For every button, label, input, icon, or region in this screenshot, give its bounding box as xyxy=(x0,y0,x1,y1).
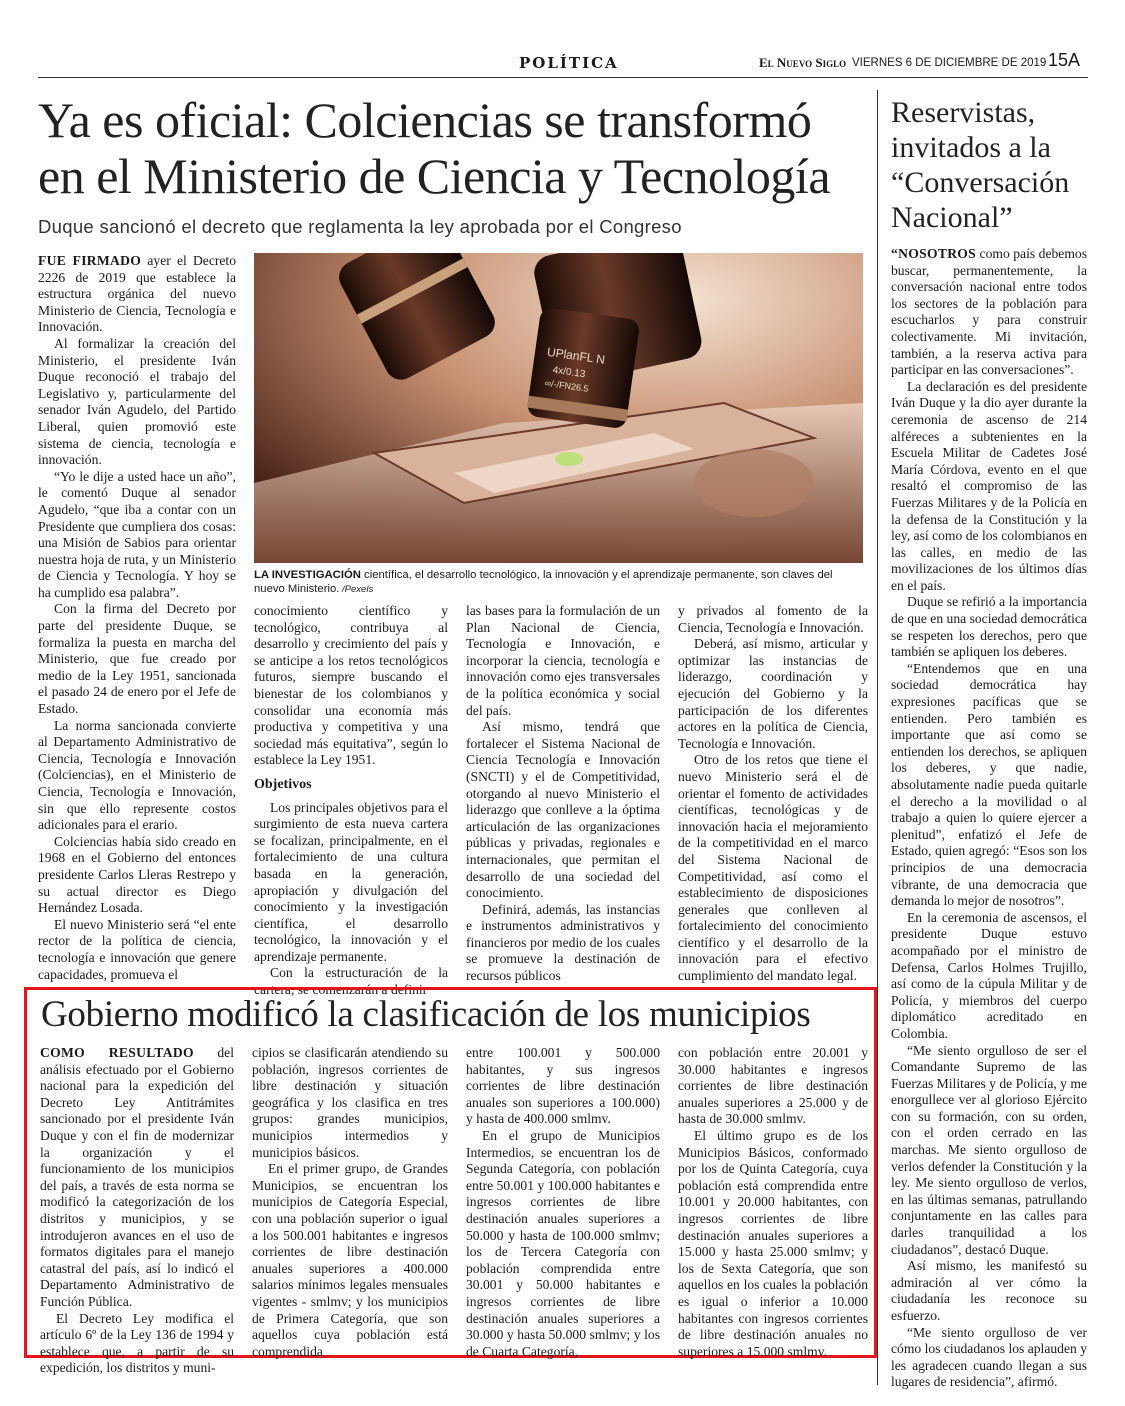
bottom-headline: Gobierno modificó la clasificación de los municipios xyxy=(41,994,811,1035)
main-headline: Ya es oficial: Colciencias se transformó en el Ministerio de Ciencia y Tecnología xyxy=(38,92,831,204)
main-article-column-4: y privados al fomento de la Ciencia, Tecnología e Innovación. Deberá, así mismo, articular y optimizar las instancias de liderazgo, coordinación y ejecución del Gobierno y la participación de los diferentes actores en la política de Ciencia, Tecnología e Innovación. Otro de los retos que tiene el nuevo Ministerio será el de orientar el fomento de actividades científicas, tecnológicas y de innovación hacia el mejoramiento de la competitividad en el marco del Sistema Nacional de Competitividad, así como el establecimiento de disposiciones generales que conlleven al fortalecimiento del conocimiento científico y el desarrollo de la innovación para el efectivo cumplimiento del mandato legal. xyxy=(678,603,868,984)
photo-credit: /Pexels xyxy=(339,584,374,595)
lens-label-2: 4x/0.13 xyxy=(551,364,586,381)
side-column-divider xyxy=(877,90,878,1385)
main-deck: Duque sancionó el decreto que reglamenta la ley aprobada por el Congreso xyxy=(38,216,682,237)
side-article-body: “NOSOTROS como país debemos buscar, permanentemente, la conversación nacional entre todos los sectores de la población para escucharlos y para construir colectivamente. Mi invitación, también, a la reserva activa para participar en las conversaciones”. La declaración es del presidente Iván Duque y la dio ayer durante la ceremonia de ascenso de 214 alféreces a subtenientes en la Escuela Militar de Cadetes José María Córdova, evento en el que resaltó el compromiso de las Fuerzas Militares y de la Policía en la defensa de la Constitución y la ley, así como de los colombianos en las calles, en medio de las movilizaciones de los últimos días en el país. Duque se refirió a la importancia de que en una sociedad democrática se respeten los derechos, pero que también se apliquen los deberes. “Entendemos que en una sociedad democrática hay expresiones pacíficas que se entienden. Pero también es importante que así como se entienden los derechos, se apliquen los deberes, y que nadie, absolutamente nadie pueda quitarle el derecho a la movilidad o al trabajo a quien lo quiere ejercer a plenitud”, enfatizó el Jefe de Estado, quien agregó: “Esos son los principios de una democracia vibrante, de una democracia que demanda lo mejor de nosotros”. En la ceremonia de ascensos, el presidente Duque estuvo acompañado por el ministro de Defensa, Carlos Holmes Trujillo, así como de la cúpula Militar y de Policía, y miembros del cuerpo diplomático acreditado en Colombia. “Me siento orgulloso de ser el Comandante Supremo de las Fuerzas Militares y de Policía, y me enorgullece ver al glorioso Ejército con su formación, con su orden, con el orden cerrado en las marchas. Me siento orgulloso de verlos defender la Constitución y la ley. Me siento orgulloso de verlos, en las últimas semanas, patrullando conjuntamente en las calles para darles tranquilidad a los ciudadanos”, destacó Duque. Así mismo, les manifestó su admiración al ver cómo la ciudadanía les reconoce su esfuerzo. “Me siento orgulloso de ver cómo los ciudadanos los aplauden y les agradecen cuando llegan a sus lugares de residencia”, afirmó. xyxy=(891,246,1087,1390)
main-article-column-2: conocimiento científico y tecnológico, contribuya al desarrollo y crecimiento del país y se anticipe a los retos tecnológicos futuros, siempre buscando el bienestar de los colombianos y consolidar una economía más productiva y competitiva y una sociedad más equitativa”, según lo establece la Ley 1951. Objetivos Los principales objetivos para el surgimiento de esta nueva cartera se focalizan, principalmente, en el fortalecimiento de una cultura basada en la generación, apropiación y divulgación del conocimiento y la investigación científica, el desarrollo tecnológico, la innovación y el aprendizaje permanente. Con la estructuración de la cartera, se comenzarán a definir xyxy=(254,603,448,998)
main-article-column-1: FUE FIRMADO ayer el Decreto 2226 de 2019 que establece la estructura orgánica del nuevo Ministerio de Ciencia, Tecnología e Innovación. Al formalizar la creación del Ministerio, el presidente Iván Duque reconoció el trabajo del Legislativo y, particularmente del senador Iván Agudelo, del Partido Liberal, quien promovió este sistema de ciencia, tecnología e innovación. “Yo le dije a usted hace un año”, le comentó Duque al senador Agudelo, “que iba a contar con un Presidente que cumpliera dos cosas: una Misión de Sabios para orientar nuestra hoja de ruta, y un Ministerio de Ciencia y Tecnología. Y hoy se ha cumplido esa palabra”. Con la firma del Decreto por parte del presidente Duque, se formaliza la puesta en marcha del Ministerio, que fue creado por medio de la Ley 1951, sancionada el pasado 24 de enero por el Jefe de Estado. La norma sancionada convierte al Departamento Administrativo de Ciencia, Tecnología e Innovación (Colciencias), en el Ministerio de Ciencia, Tecnología e Innovación, sin que ello represente costos adicionales para el erario. Colciencias había sido creado en 1968 en el Gobierno del entonces presidente Carlos Lleras Restrepo y su actual director es Diego Hernández Losada. El nuevo Ministerio será “el ente rector de la política de ciencia, tecnología e innovación que genere capacidades, promueva el xyxy=(38,253,236,982)
photo-caption: LA INVESTIGACIÓN científica, el desarrollo tecnológico, la innovación y el aprendizaje permanente, son claves del nuevo Ministerio. /Pexels xyxy=(254,569,833,595)
main-article-column-3: las bases para la formulación de un Plan Nacional de Ciencia, Tecnología e Innovación, e incorporar la ciencia, tecnología e innovación como ejes transversales de la política económica y social del país. Así mismo, tendrá que fortalecer el Sistema Nacional de Ciencia Tecnología e Innovación (SNCTI) y el de Competitividad, otorgando al nuevo Ministerio el liderazgo que conlleve a la óptima articulación de las organizaciones públicas y privadas, regionales e internacionales, que permitan el desarrollo de una sociedad del conocimiento. Definirá, además, las instancias e instrumentos administrativos y financieros por medio de los cuales se promueve la destinación de recursos públicos xyxy=(466,603,660,984)
microscope-illustration xyxy=(254,253,863,563)
side-lead-in: “NOSOTROS xyxy=(891,246,977,261)
lens-label-3: ∞/-/FN26.5 xyxy=(544,377,590,394)
masthead-logo: El Nuevo Siglo xyxy=(759,55,847,70)
bottom-lead-in: COMO RESULTADO xyxy=(40,1045,194,1060)
section-subhead: Objetivos xyxy=(254,776,312,792)
microscope-photo xyxy=(254,253,863,563)
caption-lead: LA INVESTIGACIÓN xyxy=(254,569,361,581)
issue-date: VIERNES 6 DE DICIEMBRE DE 2019 xyxy=(852,57,1047,69)
header-rule xyxy=(38,77,1088,78)
side-headline: Reservistas, invitados a la “Conversación Nacional” xyxy=(891,96,1070,234)
lead-in: FUE FIRMADO xyxy=(38,253,142,268)
bottom-article-column-4: con población entre 20.001 y 30.000 habitantes e ingresos corrientes de libre destinación anuales superiores a 25.000 y de hasta de 30.000 smlmv. El último grupo es de los Municipios Básicos, conformado por los de Quinta Categoría, cuya población está comprendida entre 10.001 y 20.000 habitantes, con ingresos corrientes de libre destinación anuales superiores a 15.000 y hasta 25.000 smlmv; y los de Sexta Categoría, que son aquellos en los cuales la población es igual o inferior a 10.000 habitantes con ingresos corrientes de libre destinación anuales no superiores a 15.000 smlmv. xyxy=(678,1045,868,1359)
bottom-article-column-1: COMO RESULTADO del análisis efectuado por el Gobierno nacional para la expedición del Decreto Ley Antitrámites sancionado por el presidente Iván Duque y con el fin de modernizar la organización y el funcionamiento de los municipios del país, a través de esta norma se modificó la categorización de los distritos y municipios, y se introdujeron avances en el uso de formatos digitales para el manejo catastral del país, así lo indicó el Departamento Administrativo de Función Pública. El Decreto Ley modifica el artículo 6º de la Ley 136 de 1994 y establece que, a partir de su expedición, los distritos y muni- xyxy=(40,1045,234,1376)
page-header xyxy=(0,50,1125,80)
bottom-article-column-3: entre 100.001 y 500.000 habitantes, y sus ingresos corrientes de libre destinación anuales son superiores a 100.000) y hasta de 400.000 smlmv. En el grupo de Municipios Intermedios, se encuentran los de Segunda Categoría, con población entre 50.001 y 100.000 habitantes e ingresos corrientes de libre destinación anuales superiores a 50.000 y hasta de 100.000 smlmv; los de Tercera Categoría con población comprendida entre 30.001 y 50.000 habitantes e ingresos corrientes de libre destinación anuales superiores a 30.000 y hasta 50.000 smlmv; y los de Cuarta Categoría, xyxy=(466,1045,660,1359)
lens-label-1: UPlanFL N xyxy=(546,344,606,367)
section-label: POLÍTICA xyxy=(519,54,619,72)
bottom-article-column-2: cipios se clasificarán atendiendo su población, ingresos corrientes de libre destinación y situación geográfica y los clasifica en tres grupos: grandes municipios, municipios intermedios y municipios básicos. En el primer grupo, de Grandes Municipios, se encuentran los municipios de Categoría Especial, con una población superior o igual a los 500.001 habitantes e ingresos corrientes de libre destinación anuales superiores a 400.000 salarios mínimos legales mensuales vigentes - smlmv; y los municipios de Primera Categoría, que son aquellos cuya población está comprendida xyxy=(252,1045,448,1359)
page-number: 15A xyxy=(1048,50,1081,70)
